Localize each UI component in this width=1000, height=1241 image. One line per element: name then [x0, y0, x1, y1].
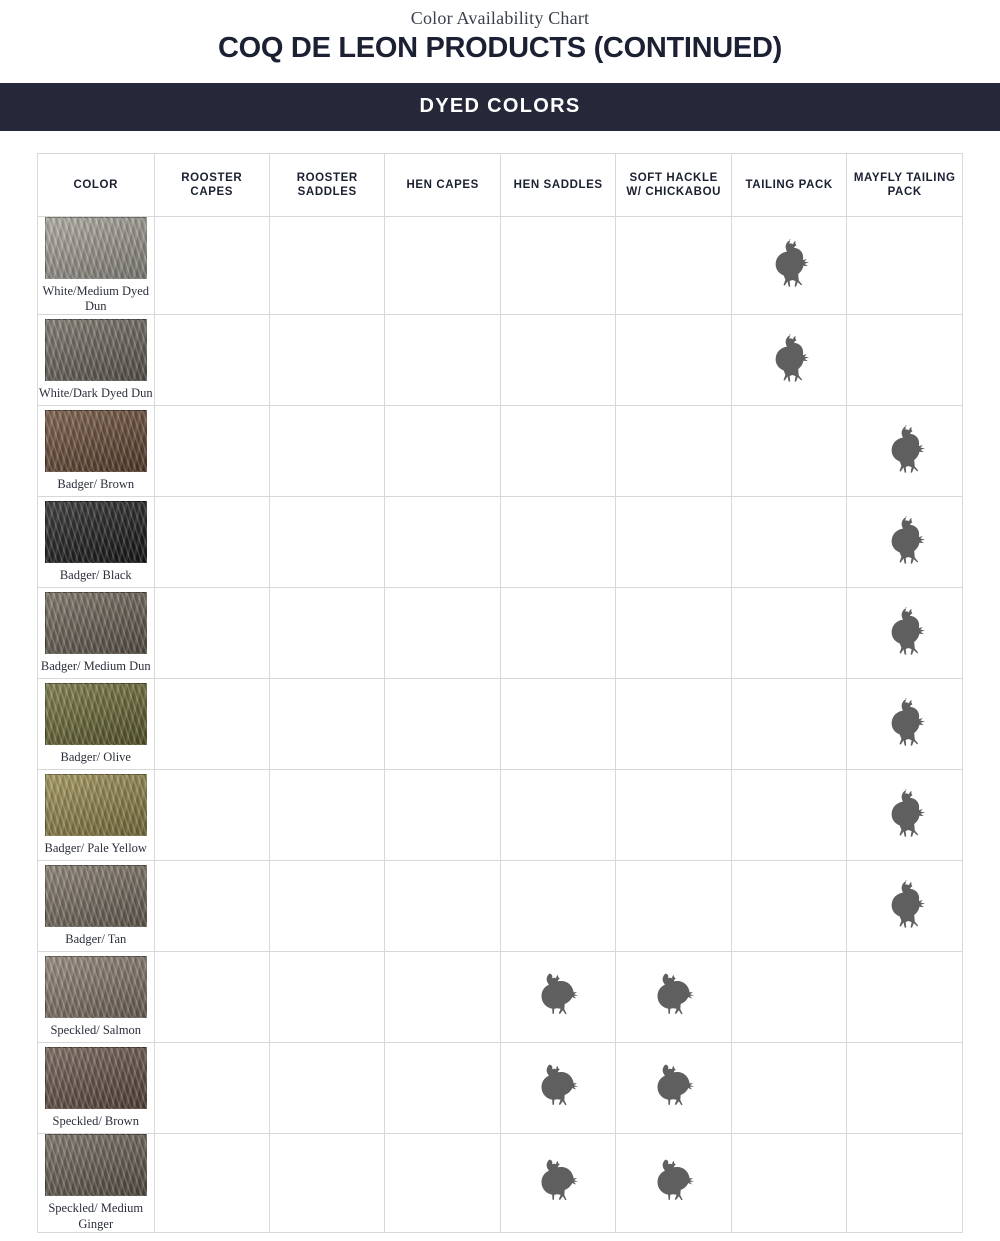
color-cell: [38, 1134, 155, 1233]
availability-cell: [269, 770, 384, 861]
availability-cell: [616, 315, 731, 406]
empty-cell: [501, 724, 615, 725]
color-swatch: [45, 501, 147, 563]
availability-cell: [269, 588, 384, 679]
column-header-rooster-capes: ROOSTER CAPES: [154, 153, 269, 216]
color-label: Badger/ Brown: [57, 477, 135, 492]
availability-cell: [731, 679, 846, 770]
availability-cell: [269, 216, 384, 315]
availability-cell: [847, 216, 963, 315]
table-row: [38, 216, 963, 315]
availability-cell: [385, 315, 500, 406]
availability-cell: [500, 588, 615, 679]
availability-cell: [385, 216, 500, 315]
page-title: COQ DE LEON PRODUCTS (CONTINUED): [218, 32, 782, 64]
color-cell: [38, 952, 155, 1043]
empty-cell: [155, 360, 269, 361]
color-cell: [38, 497, 155, 588]
color-swatch: [45, 774, 147, 836]
availability-cell: [269, 679, 384, 770]
empty-cell: [385, 1183, 499, 1184]
empty-cell: [385, 1088, 499, 1089]
rooster-icon: [882, 514, 928, 566]
table-row: [38, 770, 963, 861]
availability-cell: [385, 1134, 500, 1233]
empty-cell: [501, 542, 615, 543]
empty-cell: [270, 815, 384, 816]
color-label: Badger/ Black: [59, 568, 132, 583]
color-swatch: [45, 217, 147, 279]
empty-cell: [385, 360, 499, 361]
rooster-icon: [882, 696, 928, 748]
table-row: [38, 952, 963, 1043]
availability-cell: [385, 861, 500, 952]
rooster-icon: [882, 605, 928, 657]
color-swatch: [45, 865, 147, 927]
table-row: [38, 679, 963, 770]
availability-cell: [500, 1043, 615, 1134]
availability-cell: [385, 588, 500, 679]
hen-icon: [652, 973, 696, 1017]
table-row: [38, 588, 963, 679]
table-header: [38, 153, 963, 216]
availability-cell: [731, 406, 846, 497]
empty-cell: [616, 906, 730, 907]
availability-cell: [847, 315, 963, 406]
availability-cell: [269, 861, 384, 952]
empty-cell: [155, 1088, 269, 1089]
availability-cell: [500, 497, 615, 588]
page-header: [0, 0, 1000, 65]
column-header-hen-saddles: HEN SADDLES: [500, 153, 615, 216]
availability-cell: [385, 1043, 500, 1134]
empty-cell: [385, 815, 499, 816]
table-row: [38, 1134, 963, 1233]
hen-icon: [652, 1064, 696, 1108]
rooster-icon: [882, 787, 928, 839]
availability-table: [37, 153, 963, 1233]
empty-cell: [155, 906, 269, 907]
empty-cell: [732, 815, 846, 816]
availability-cell: [500, 679, 615, 770]
availability-table-wrap: [0, 131, 1000, 1233]
availability-cell: [500, 406, 615, 497]
empty-cell: [501, 451, 615, 452]
color-cell: [38, 1043, 155, 1134]
empty-cell: [732, 1183, 846, 1184]
empty-cell: [616, 451, 730, 452]
empty-cell: [847, 265, 962, 266]
availability-cell: [616, 1043, 731, 1134]
empty-cell: [616, 633, 730, 634]
empty-cell: [616, 265, 730, 266]
availability-cell: [616, 770, 731, 861]
color-cell: [38, 588, 155, 679]
color-cell: [38, 315, 155, 406]
availability-cell: [616, 1134, 731, 1233]
empty-cell: [385, 265, 499, 266]
availability-cell: [154, 861, 269, 952]
empty-cell: [501, 265, 615, 266]
availability-cell: [847, 861, 963, 952]
color-label: Badger/ Medium Dun: [40, 659, 151, 674]
rooster-icon: [882, 423, 928, 475]
hen-icon: [536, 1159, 580, 1203]
empty-cell: [732, 724, 846, 725]
availability-cell: [385, 952, 500, 1043]
availability-cell: [269, 406, 384, 497]
availability-cell: [500, 770, 615, 861]
table-row: [38, 861, 963, 952]
rooster-icon: [766, 237, 812, 289]
empty-cell: [847, 1088, 962, 1089]
empty-cell: [501, 360, 615, 361]
empty-cell: [155, 451, 269, 452]
availability-cell: [154, 406, 269, 497]
availability-cell: [731, 588, 846, 679]
availability-cell: [847, 588, 963, 679]
empty-cell: [616, 360, 730, 361]
availability-cell: [154, 770, 269, 861]
availability-cell: [269, 952, 384, 1043]
empty-cell: [732, 997, 846, 998]
hen-icon: [536, 1064, 580, 1108]
empty-cell: [155, 265, 269, 266]
empty-cell: [155, 997, 269, 998]
empty-cell: [155, 815, 269, 816]
empty-cell: [616, 815, 730, 816]
empty-cell: [155, 1183, 269, 1184]
empty-cell: [270, 542, 384, 543]
column-header-soft-hackle: SOFT HACKLE W/ CHICKABOU: [616, 153, 731, 216]
empty-cell: [732, 633, 846, 634]
availability-cell: [731, 861, 846, 952]
availability-cell: [847, 679, 963, 770]
availability-cell: [154, 588, 269, 679]
availability-cell: [616, 497, 731, 588]
availability-cell: [154, 679, 269, 770]
rooster-icon: [766, 332, 812, 384]
availability-cell: [154, 497, 269, 588]
empty-cell: [385, 724, 499, 725]
availability-cell: [269, 1043, 384, 1134]
empty-cell: [270, 451, 384, 452]
availability-cell: [269, 497, 384, 588]
empty-cell: [732, 542, 846, 543]
column-header-mayfly-tailing-pack: MAYFLY TAILING PACK: [847, 153, 963, 216]
color-label: Speckled/ Salmon: [50, 1023, 142, 1038]
availability-cell: [616, 861, 731, 952]
color-label: Speckled/ Brown: [52, 1114, 139, 1129]
availability-cell: [847, 497, 963, 588]
empty-cell: [616, 542, 730, 543]
color-cell: [38, 770, 155, 861]
availability-cell: [500, 315, 615, 406]
column-header-tailing-pack: TAILING PACK: [731, 153, 846, 216]
color-cell: [38, 216, 155, 315]
empty-cell: [501, 633, 615, 634]
empty-cell: [155, 724, 269, 725]
section-banner: [0, 83, 1000, 131]
color-swatch: [45, 1134, 147, 1196]
availability-cell: [616, 406, 731, 497]
color-swatch: [45, 319, 147, 381]
color-label: White/Dark Dyed Dun: [38, 386, 153, 401]
table-row: [38, 315, 963, 406]
color-label: Badger/ Tan: [65, 932, 127, 947]
empty-cell: [270, 1183, 384, 1184]
empty-cell: [732, 1088, 846, 1089]
color-swatch: [45, 1047, 147, 1109]
empty-cell: [847, 997, 962, 998]
availability-cell: [731, 952, 846, 1043]
availability-cell: [731, 1043, 846, 1134]
availability-cell: [616, 588, 731, 679]
empty-cell: [270, 724, 384, 725]
availability-cell: [500, 1134, 615, 1233]
empty-cell: [385, 997, 499, 998]
empty-cell: [385, 542, 499, 543]
section-banner-label: DYED COLORS: [419, 95, 581, 118]
color-swatch: [45, 592, 147, 654]
color-cell: [38, 406, 155, 497]
availability-cell: [154, 952, 269, 1043]
empty-cell: [270, 906, 384, 907]
hen-icon: [536, 973, 580, 1017]
color-swatch: [45, 410, 147, 472]
empty-cell: [847, 360, 962, 361]
availability-cell: [731, 216, 846, 315]
table-row: [38, 1043, 963, 1134]
empty-cell: [501, 815, 615, 816]
color-label: Badger/ Olive: [60, 750, 131, 765]
empty-cell: [385, 633, 499, 634]
empty-cell: [270, 1088, 384, 1089]
availability-cell: [500, 216, 615, 315]
color-cell: [38, 861, 155, 952]
column-header-hen-capes: HEN CAPES: [385, 153, 500, 216]
availability-cell: [847, 406, 963, 497]
column-header-rooster-saddles: ROOSTER SADDLES: [269, 153, 384, 216]
availability-cell: [616, 952, 731, 1043]
empty-cell: [732, 451, 846, 452]
availability-cell: [154, 315, 269, 406]
availability-cell: [731, 770, 846, 861]
color-label: Badger/ Pale Yellow: [44, 841, 147, 856]
availability-cell: [385, 770, 500, 861]
empty-cell: [155, 633, 269, 634]
color-label: White/Medium Dyed Dun: [42, 283, 150, 314]
empty-cell: [501, 906, 615, 907]
table-row: [38, 406, 963, 497]
empty-cell: [270, 633, 384, 634]
availability-cell: [385, 679, 500, 770]
empty-cell: [270, 997, 384, 998]
column-header-color: COLOR: [38, 153, 155, 216]
color-cell: [38, 679, 155, 770]
empty-cell: [155, 542, 269, 543]
availability-cell: [731, 497, 846, 588]
color-swatch: [45, 956, 147, 1018]
availability-cell: [154, 1134, 269, 1233]
empty-cell: [732, 906, 846, 907]
empty-cell: [616, 724, 730, 725]
availability-cell: [154, 216, 269, 315]
availability-cell: [847, 952, 963, 1043]
table-row: [38, 497, 963, 588]
availability-cell: [847, 770, 963, 861]
availability-cell: [269, 1134, 384, 1233]
availability-cell: [616, 216, 731, 315]
availability-cell: [847, 1043, 963, 1134]
empty-cell: [270, 265, 384, 266]
availability-cell: [154, 1043, 269, 1134]
empty-cell: [270, 360, 384, 361]
availability-cell: [500, 952, 615, 1043]
availability-cell: [385, 497, 500, 588]
table-header-row: [38, 153, 963, 216]
hen-icon: [652, 1159, 696, 1203]
availability-cell: [385, 406, 500, 497]
availability-cell: [616, 679, 731, 770]
availability-cell: [731, 315, 846, 406]
empty-cell: [385, 451, 499, 452]
empty-cell: [847, 1183, 962, 1184]
availability-cell: [847, 1134, 963, 1233]
rooster-icon: [882, 878, 928, 930]
availability-cell: [731, 1134, 846, 1233]
availability-cell: [500, 861, 615, 952]
availability-cell: [269, 315, 384, 406]
empty-cell: [385, 906, 499, 907]
color-swatch: [45, 683, 147, 745]
color-label: Speckled/ Medium Ginger: [48, 1201, 144, 1231]
table-body: [38, 216, 963, 1232]
chart-eyebrow: Color Availability Chart: [410, 8, 590, 28]
